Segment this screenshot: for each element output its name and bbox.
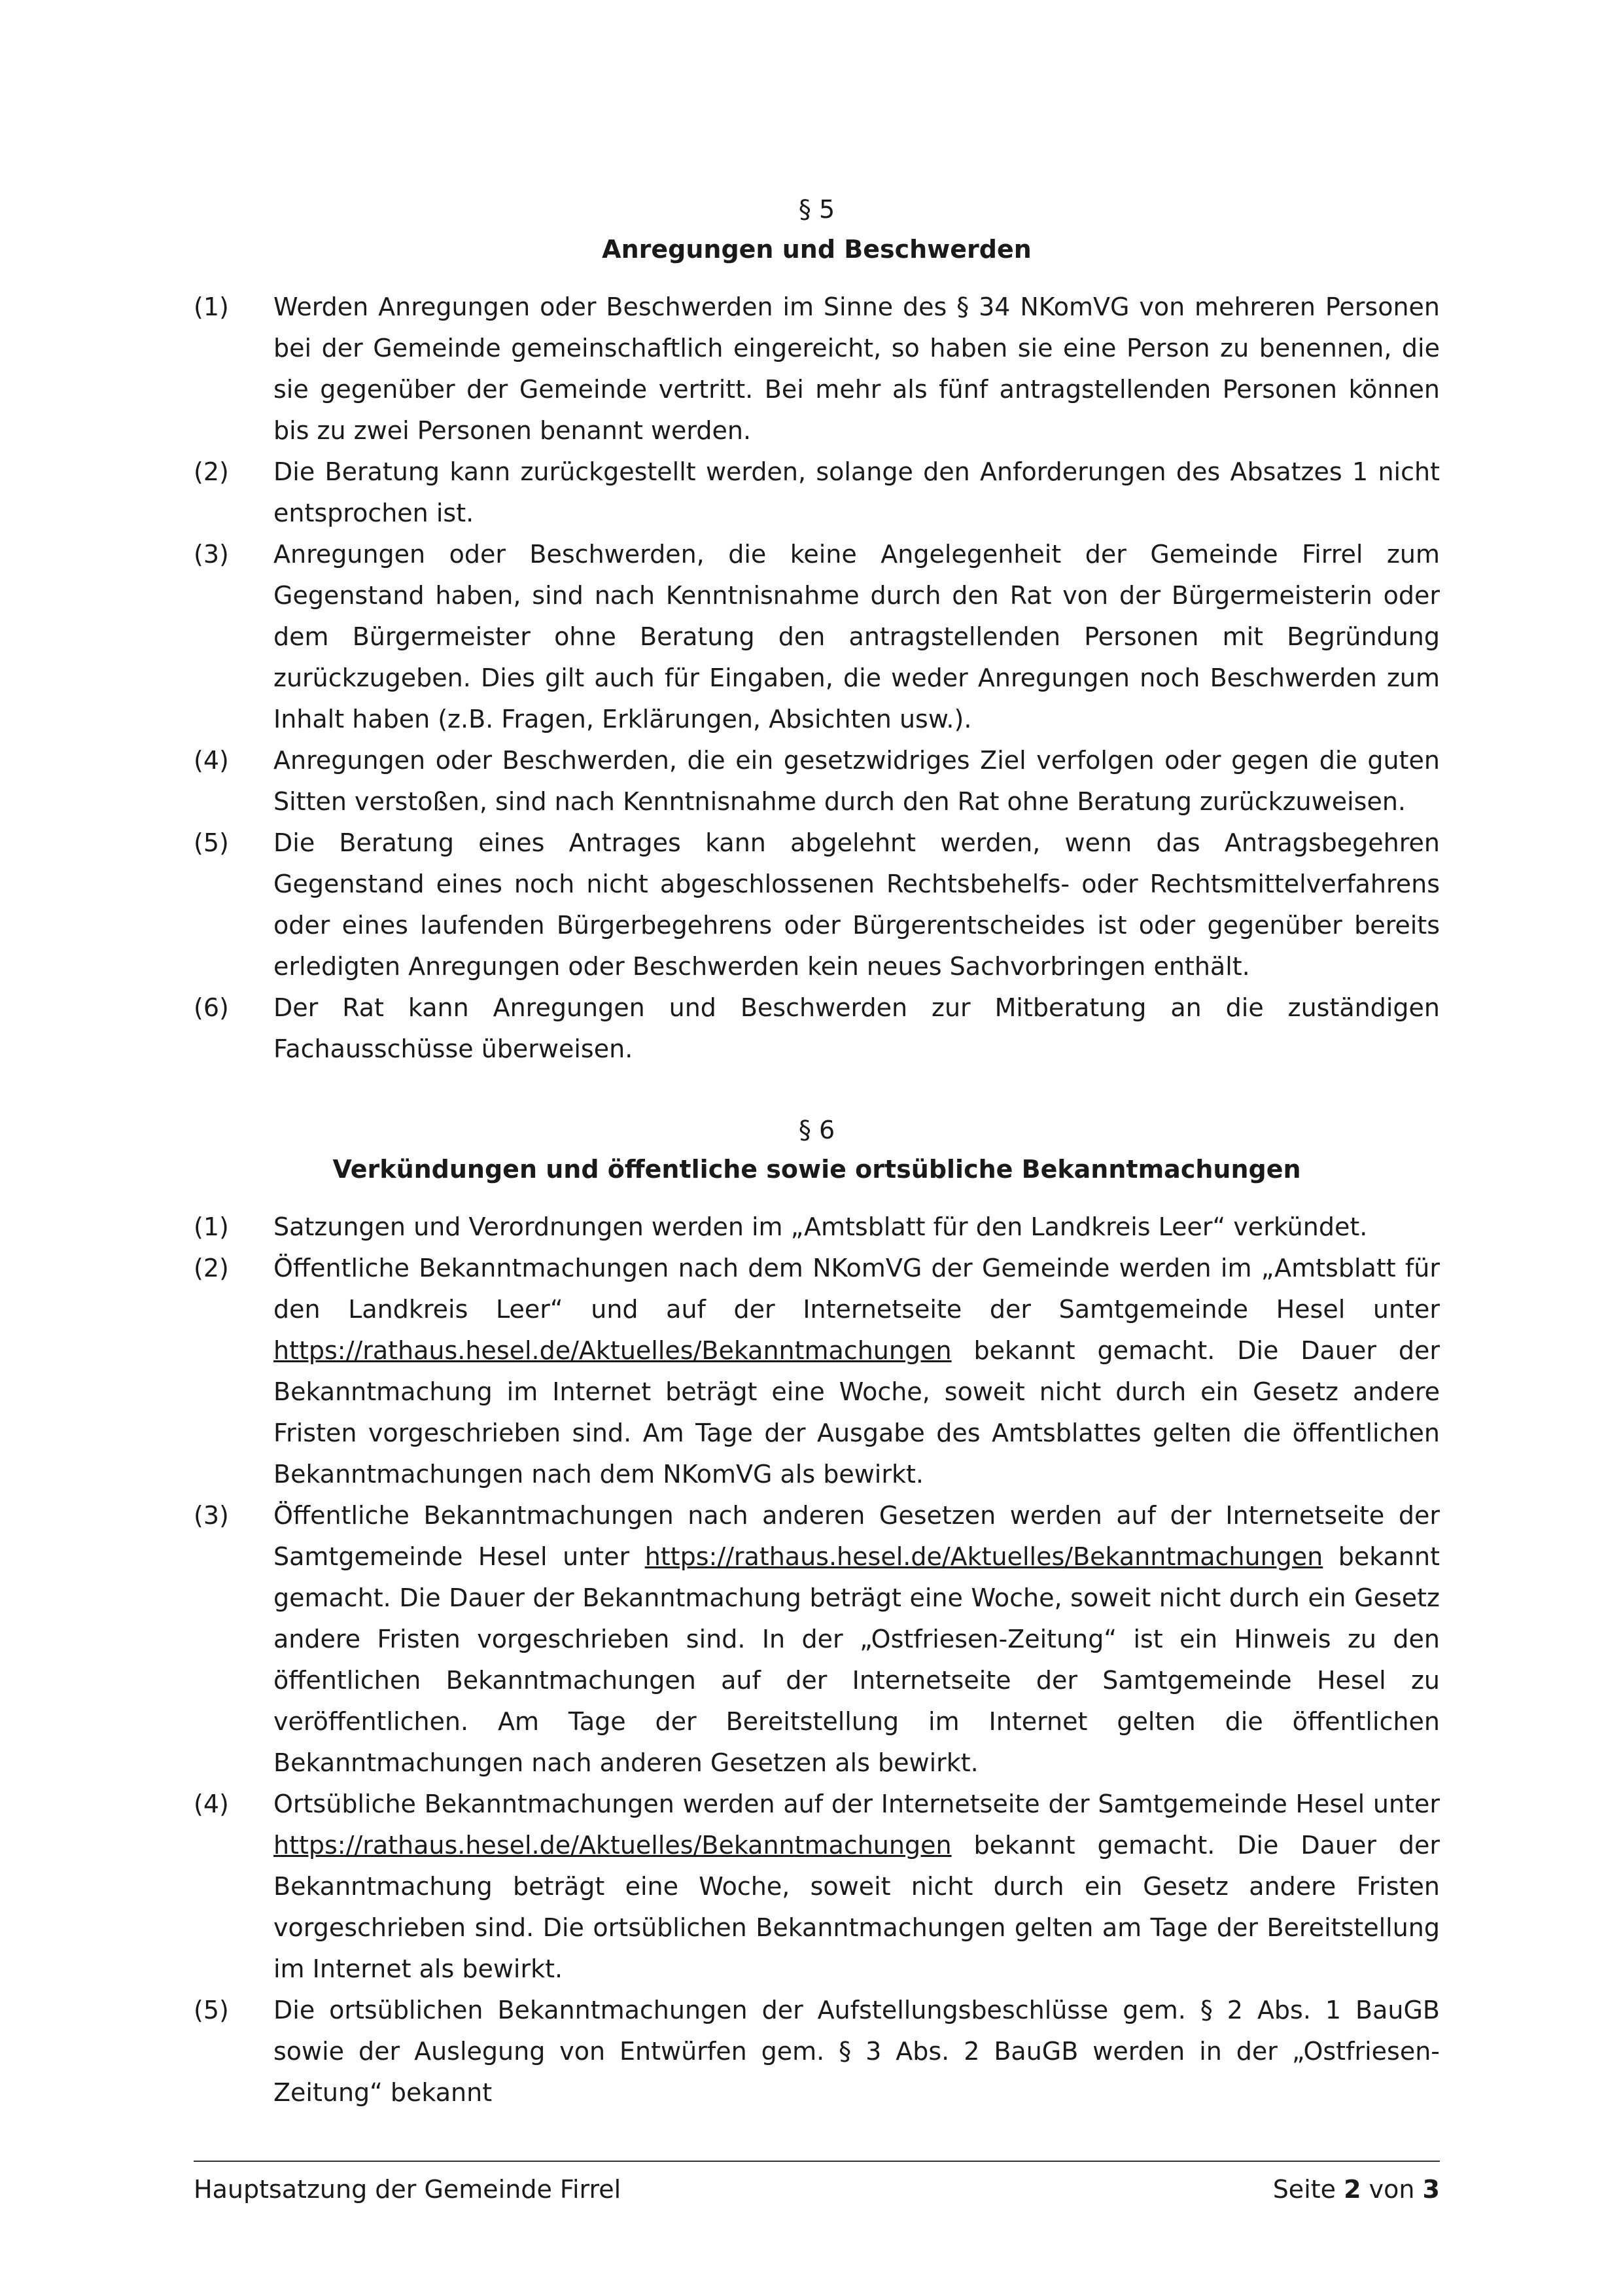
item-number: (5): [194, 1996, 229, 2025]
page-current: 2: [1344, 2175, 1361, 2204]
page-total: 3: [1422, 2175, 1440, 2204]
item-number: (4): [194, 1790, 229, 1819]
item-text-start: Satzungen und Verordnungen werden im „Amtsblatt für den Landkreis Leer“ verkündet.: [273, 1212, 1368, 1242]
list-item: [194, 1248, 1440, 1495]
item-text: Werden Anregungen oder Beschwerden im Sinne des § 34 NKomVG von mehreren Personen bei der Gemeinde gemeinschaftlich eingereicht, so haben sie eine Person zu benennen, die sie gegenüber der Gemeinde vertritt. Bei mehr als fünf antragstellenden Personen können bis zu zwei Personen benannt werden.: [273, 292, 1440, 445]
item-text-end: bekannt gemacht. Die Dauer der Bekanntmachung beträgt eine Woche, soweit nicht durch ein Gesetz andere Fristen vorgeschrieben sind. Die ortsüblichen Bekanntmachungen gelten am Tage der Bereitstellung im Internet als bewirkt.: [273, 1831, 1440, 1984]
item-text-start: Ortsübliche Bekanntmachungen werden auf der Internetseite der Samtgemeinde Hesel unter: [273, 1790, 1440, 1819]
item-text-start: Öffentliche Bekanntmachungen nach dem NKomVG der Gemeinde werden im „Amtsblatt für den Landkreis Leer“ und auf der Internetseite der Samtgemeinde Hesel unter: [273, 1254, 1440, 1324]
section-6-heading: [194, 1110, 1440, 1190]
page-indicator: [1273, 2171, 1440, 2208]
section-5-heading: [194, 190, 1440, 270]
bekanntmachungen-link[interactable]: https://rathaus.hesel.de/Aktuelles/Bekanntmachungen: [273, 1336, 952, 1366]
item-text-start: Öffentliche Bekanntmachungen nach anderen Gesetzen werden auf der Internetseite der Samtgemeinde Hesel unter: [273, 1501, 1440, 1572]
item-text-end: bekannt gemacht. Die Dauer der Bekanntmachung im Internet beträgt eine Woche, soweit nicht durch ein Gesetz andere Fristen vorgeschrieben sind. Am Tage der Ausgabe des Amtsblattes gelten die öffentlichen Bekanntmachungen nach dem NKomVG als bewirkt.: [273, 1336, 1440, 1489]
list-item: [194, 1990, 1440, 2113]
item-number: (2): [194, 457, 229, 486]
item-number: (1): [194, 1212, 229, 1242]
item-text: [273, 1207, 1440, 1248]
list-item: [194, 987, 1440, 1070]
item-number: (2): [194, 1254, 229, 1283]
section-number: § 6: [798, 1115, 835, 1144]
item-text: Der Rat kann Anregungen und Beschwerden zur Mitberatung an die zuständigen Fachausschüsse überweisen.: [273, 993, 1440, 1063]
list-item: [194, 287, 1440, 451]
section-spacer: [194, 1070, 1440, 1110]
item-text: [273, 1248, 1440, 1495]
page-footer: [194, 2161, 1440, 2208]
page-prefix: Seite: [1272, 2175, 1344, 2204]
item-text-end: bekannt gemacht. Die Dauer der Bekanntmachung beträgt eine Woche, soweit nicht durch ein Gesetz andere Fristen vorgeschrieben sind. In der „Ostfriesen-Zeitung“ ist ein Hinweis zu den öffentlichen Bekanntmachungen auf der Internetseite der Samtgemeinde Hesel zu veröffentlichen. Am Tage der Bereitstellung im Internet gelten die öffentlichen Bekanntmachungen nach anderen Gesetzen als bewirkt.: [273, 1542, 1440, 1778]
item-number: (1): [194, 292, 229, 321]
item-text: [273, 1495, 1440, 1784]
item-text: Die Beratung eines Antrages kann abgelehnt werden, wenn das Antragsbegehren Gegenstand eines noch nicht abgeschlossenen Rechtsbehelfs- oder Rechtsmittelverfahrens oder eines laufenden Bürgerbegehrens oder Bürgerentscheides ist oder gegenüber bereits erledigten Anregungen oder Beschwerden kein neues Sachvorbringen enthält.: [273, 828, 1440, 981]
section-number: § 5: [798, 195, 835, 224]
bekanntmachungen-link[interactable]: https://rathaus.hesel.de/Aktuelles/Bekanntmachungen: [273, 1831, 952, 1860]
item-number: (3): [194, 539, 229, 569]
list-item: [194, 1784, 1440, 1990]
list-item: [194, 451, 1440, 534]
list-item: [194, 740, 1440, 822]
section-title: Verkündungen und öffentliche sowie ortsübliche Bekanntmachungen: [332, 1155, 1301, 1184]
list-item: [194, 534, 1440, 740]
item-number: (6): [194, 993, 229, 1022]
item-text: Anregungen oder Beschwerden, die ein gesetzwidriges Ziel verfolgen oder gegen die guten Sitten verstoßen, sind nach Kenntnisnahme durch den Rat ohne Beratung zurückzuweisen.: [273, 745, 1440, 816]
item-number: (5): [194, 828, 229, 857]
list-item: [194, 1207, 1440, 1248]
item-number: (3): [194, 1501, 229, 1530]
item-text: [273, 1990, 1440, 2113]
page-mid: von: [1361, 2175, 1423, 2204]
item-text: Anregungen oder Beschwerden, die keine Angelegenheit der Gemeinde Firrel zum Gegenstand haben, sind nach Kenntnisnahme durch den Rat von der Bürgermeisterin oder dem Bürgermeister ohne Beratung den antragstellenden Personen mit Begründung zurückzugeben. Dies gilt auch für Eingaben, die weder Anregungen noch Beschwerden zum Inhalt haben (z.B. Fragen, Erklärungen, Absichten usw.).: [273, 539, 1440, 733]
item-text: Die Beratung kann zurückgestellt werden, solange den Anforderungen des Absatzes 1 nicht entsprochen ist.: [273, 457, 1440, 527]
document-page: [194, 190, 1440, 2113]
item-text-start: Die ortsüblichen Bekanntmachungen der Aufstellungsbeschlüsse gem. § 2 Abs. 1 BauGB sowie der Auslegung von Entwürfen gem. § 3 Abs. 2 BauGB werden in der „Ostfriesen-Zeitung“ bekannt: [273, 1996, 1440, 2108]
list-item: [194, 822, 1440, 987]
bekanntmachungen-link[interactable]: https://rathaus.hesel.de/Aktuelles/Bekanntmachungen: [644, 1542, 1323, 1572]
list-item: [194, 1495, 1440, 1784]
footer-document-title: Hauptsatzung der Gemeinde Firrel: [194, 2175, 621, 2204]
section-title: Anregungen und Beschwerden: [602, 234, 1032, 264]
item-number: (4): [194, 745, 229, 775]
item-text: [273, 1784, 1440, 1990]
